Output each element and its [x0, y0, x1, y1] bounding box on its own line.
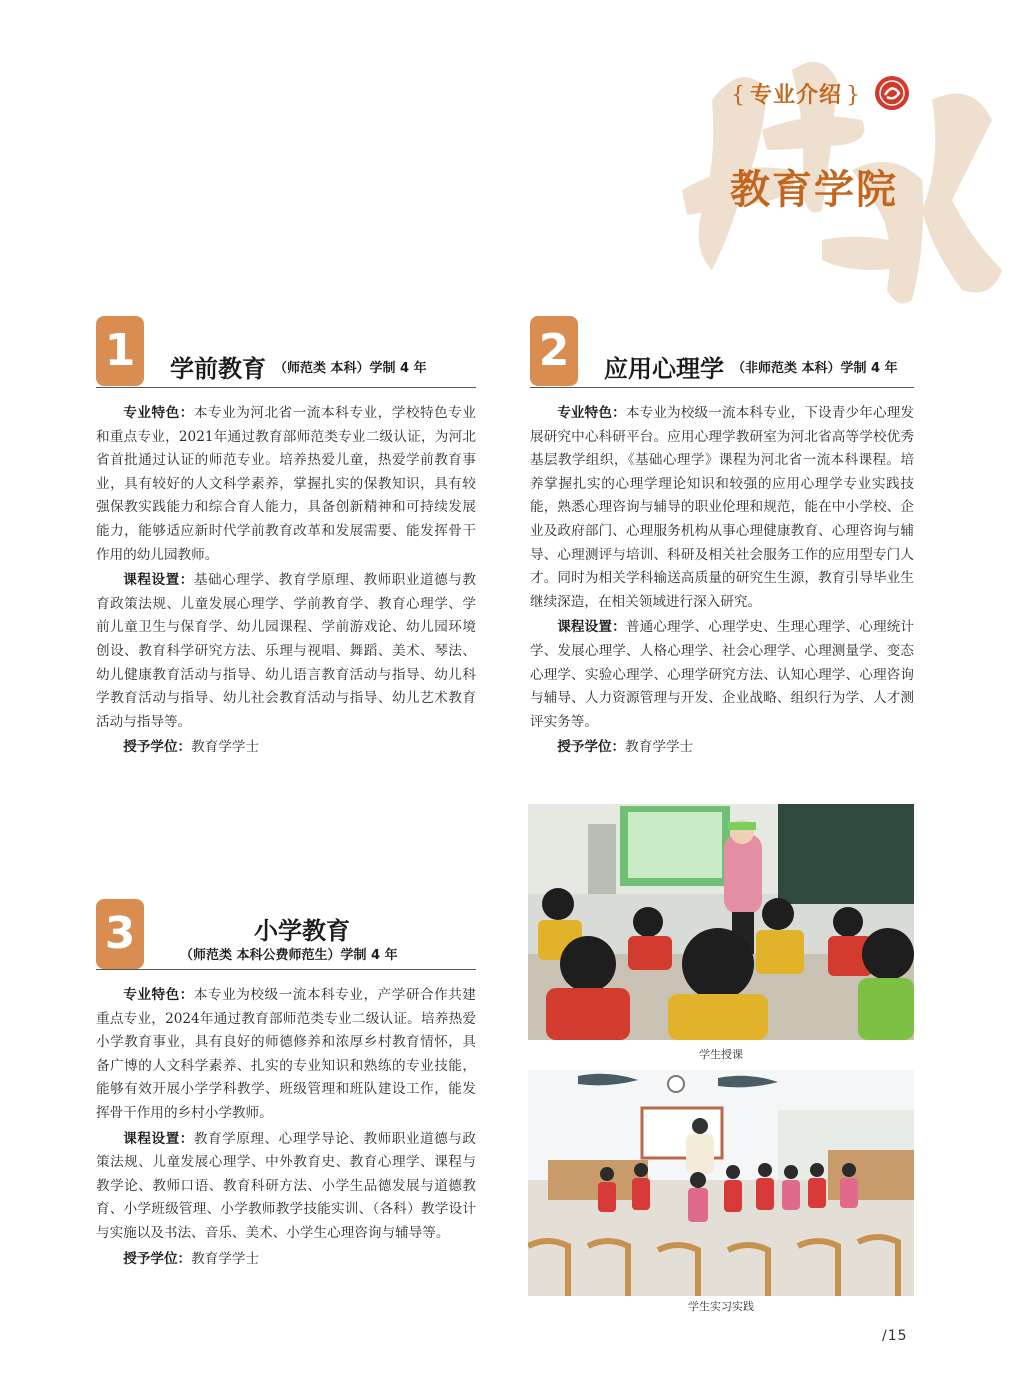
- courses-label: 课程设置：: [557, 619, 626, 636]
- features-paragraph: [530, 402, 914, 614]
- college-title: 教育学院: [730, 166, 898, 213]
- section-body-1: [96, 402, 476, 762]
- features-paragraph: [96, 984, 476, 1126]
- degree-paragraph: [530, 736, 914, 760]
- features-text: 本专业为校级一流本科专业，产学研合作共建重点专业，2024年通过教育部师范类专业二级认证。培养热爱小学教育事业，具有良好的师德修养和浓厚乡村教育情怀，具备广博的人文科学素养、扎实的专业知识和熟练的专业技能，能够有效开展小学学科教学、班级管理和班队建设工作，能发挥骨干作用的乡村小学教师。: [96, 987, 476, 1121]
- classroom-teaching-photo: [528, 804, 914, 1040]
- degree-text: 教育学学士: [625, 739, 694, 756]
- section-title-1: 学前教育: [170, 354, 266, 383]
- section-number-3: 3: [96, 899, 144, 969]
- courses-text: 普通心理学、心理学史、生理心理学、心理统计学、发展心理学、人格心理学、社会心理学、心理测量学、变态心理学、实验心理学、心理学研究方法、认知心理学、心理咨询与辅导、人力资源管理与开发、企业战略、组织行为学、人才测评实务等。: [530, 619, 915, 730]
- courses-paragraph: [96, 1128, 476, 1246]
- section-number-1: 1: [96, 316, 144, 386]
- section-title-3: 小学教育: [254, 916, 350, 945]
- degree-paragraph: [96, 736, 476, 760]
- section-meta-2: （非师范类 本科）学制 4 年: [732, 361, 898, 376]
- college-logo-icon: [874, 75, 910, 111]
- section-body-2: [530, 402, 914, 762]
- bracket-left: {: [731, 83, 746, 108]
- photo-caption-1: 学生授课: [699, 1048, 743, 1061]
- section-rule-3: [96, 969, 476, 970]
- degree-label: 授予学位：: [123, 1250, 192, 1267]
- degree-label: 授予学位：: [123, 739, 192, 756]
- features-text: 本专业为河北省一流本科专业，学校特色专业和重点专业，2021年通过教育部师范类专业二级认证，为河北省首批通过认证的师范专业。培养热爱儿童，热爱学前教育事业，具有较好的人文科学素养，掌握扎实的保教知识，具有较强保教实践能力和综合育人能力，具备创新精神和可持续发展能力，能够适应新时代学前教育改革和发展需要、能发挥骨干作用的幼儿园教师。: [96, 405, 476, 563]
- features-text: 本专业为校级一流本科专业，下设青少年心理发展研究中心科研平台。应用心理学教研室为河北省高等学校优秀基层教学组织，《基础心理学》课程为河北省一流本科课程。培养掌握扎实的心理学理论知识和较强的应用心理学专业实践技能，熟悉心理咨询与辅导的职业伦理和规范，能在中小学校、企业及政府部门、心理服务机构从事心理健康教育、心理咨询与辅导、心理测评与培训、科研及相关社会服务工作的应用型专门人才。同时为相关学科输送高质量的研究生生源，教育引导毕业生继续深造，在相关领域进行深入研究。: [530, 405, 915, 610]
- courses-text: 教育学原理、心理学导论、教师职业道德与政策法规、儿童发展心理学、中外教育史、教育心理学、课程与教学论、教师口语、教育科研方法、小学生品德发展与道德教育、小学班级管理、小学教师教学技能实训、（各科）教学设计与实施以及书法、音乐、美术、小学生心理咨询与辅导等。: [96, 1130, 476, 1241]
- section-rule-2: [530, 387, 914, 388]
- courses-paragraph: [96, 569, 476, 734]
- section-label: [727, 78, 865, 109]
- courses-paragraph: [530, 616, 914, 734]
- section-title-2: 应用心理学: [604, 354, 724, 383]
- degree-paragraph: [96, 1248, 476, 1272]
- photo-caption-2: 学生实习实践: [688, 1300, 754, 1313]
- internship-practice-photo: [528, 1070, 914, 1296]
- bracket-right: }: [846, 83, 862, 108]
- page-number: /15: [882, 1328, 908, 1344]
- section-label-text: 专业介绍: [750, 82, 843, 108]
- features-label: 专业特色：: [123, 405, 194, 421]
- section-meta-1: （师范类 本科）学制 4 年: [274, 361, 427, 376]
- degree-text: 教育学学士: [191, 1250, 260, 1267]
- section-number-2: 2: [530, 316, 578, 386]
- degree-text: 教育学学士: [191, 739, 260, 756]
- courses-label: 课程设置：: [123, 1130, 194, 1147]
- section-body-3: [96, 984, 476, 1273]
- degree-label: 授予学位：: [557, 739, 626, 756]
- features-paragraph: [96, 402, 476, 567]
- features-label: 专业特色：: [557, 405, 626, 421]
- section-meta-3: （师范类 本科公费师范生）学制 4 年: [180, 948, 398, 963]
- courses-label: 课程设置：: [123, 572, 194, 589]
- courses-text: 基础心理学、教育学原理、教师职业道德与教育政策法规、儿童发展心理学、学前教育学、教育心理学、学前儿童卫生与保育学、幼儿园课程、学前游戏论、幼儿园环境创设、教育科学研究方法、乐理与视唱、舞蹈、美术、琴法、幼儿健康教育活动与指导、幼儿语言教育活动与指导、幼儿科学教育活动与指导、幼儿社会教育活动与指导、幼儿艺术教育活动与指导等。: [96, 572, 476, 730]
- section-rule-1: [96, 387, 476, 388]
- features-label: 专业特色：: [123, 987, 194, 1003]
